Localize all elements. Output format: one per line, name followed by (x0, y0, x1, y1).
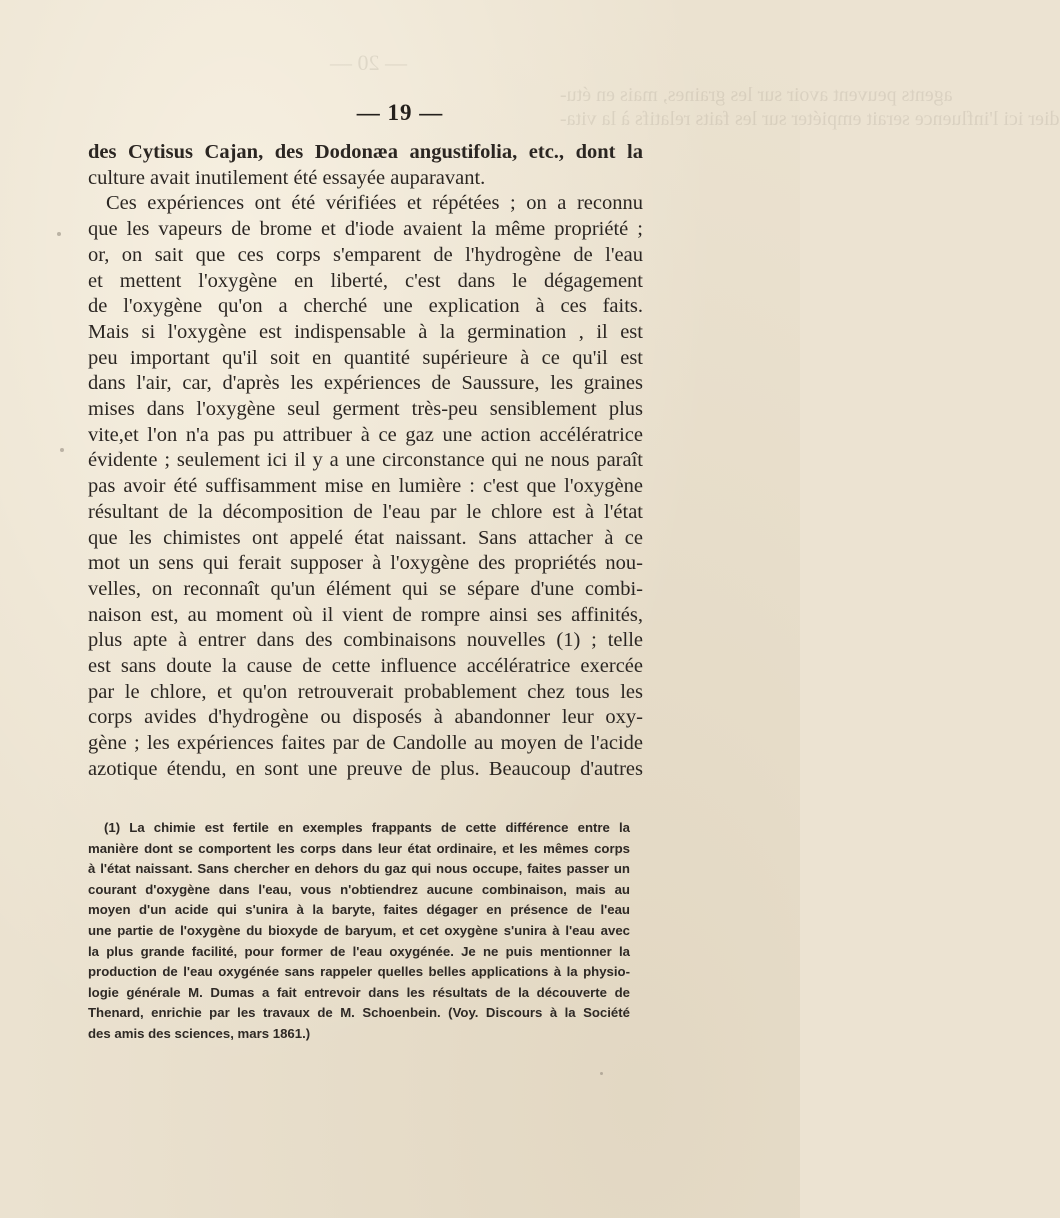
body-line: mises dans l'oxygène seul germent très-peu sensiblement plus (88, 398, 643, 421)
page-number: — 19 — (356, 100, 444, 125)
footnote (88, 818, 630, 1045)
footnote-line: moyen d'un acide qui s'unira à la baryte, faites dégager en présence de l'eau (88, 902, 630, 918)
footnote-line: production de l'eau oxygénée sans rappeler quelles belles applications à la physio- (88, 964, 630, 980)
body-line: plus apte à entrer dans des combinaisons nouvelles (1) ; telle (88, 629, 643, 652)
body-line: or, on sait que ces corps s'emparent de l'hydrogène de l'eau (88, 243, 643, 266)
body-line: de l'oxygène qu'on a cherché une explication à ces faits. (88, 295, 643, 318)
body-line: culture avait inutilement été essayée auparavant. (88, 166, 486, 189)
paper-speck (60, 448, 64, 452)
footnote-line: Thenard, enrichie par les travaux de M. Schoenbein. (Voy. Discours à la Société (88, 1005, 630, 1021)
footnote-line: manière dont se comportent les corps dans leur état ordinaire, et les mêmes corps (88, 840, 630, 856)
paper-speck (57, 232, 61, 236)
body-line: et mettent l'oxygène en liberté, c'est dans le dégagement (88, 269, 643, 292)
body-line: Ces expériences ont été vérifiées et répétées ; on a reconnu (106, 192, 643, 215)
body-line: mot un sens qui ferait supposer à l'oxygène des propriétés nou- (88, 552, 643, 575)
bleed-through-line-1: agents peuvent avoir sur les graines, mais en étu- (560, 84, 953, 106)
body-line: peu important qu'il soit en quantité supérieure à ce qu'il est (88, 346, 643, 369)
body-line: naison est, au moment où il vient de rompre ainsi ses affinités, (88, 603, 643, 626)
body-line: que les chimistes ont appelé état naissant. Sans attacher à ce (88, 526, 643, 549)
body-line: des Cytisus Cajan, des Dodonæa angustifolia, etc., dont la (88, 141, 643, 163)
footnote-line: la plus grande facilité, pour former de l'eau oxygénée. Je ne puis mentionner la (88, 943, 630, 959)
footnote-line: des amis des sciences, mars 1861.) (88, 1025, 311, 1041)
body-line: dans l'air, car, d'après les expériences de Saussure, les graines (88, 372, 643, 395)
footnote-line: courant d'oxygène dans l'eau, vous n'obtiendrez aucune combinaison, mais au (88, 881, 630, 897)
body-line: pas avoir été suffisamment mise en lumière : c'est que l'oxygène (88, 475, 643, 498)
body-line: azotique étendu, en sont une preuve de plus. Beaucoup d'autres (88, 757, 643, 780)
body-text (88, 140, 643, 783)
body-line: que les vapeurs de brome et d'iode avaient la même propriété ; (88, 218, 643, 241)
body-line: gène ; les expériences faites par de Candolle au moyen de l'acide (88, 732, 643, 755)
body-line: par le chlore, et qu'on retrouverait probablement chez tous les (88, 680, 643, 703)
body-line: est sans doute la cause de cette influence accélératrice exercée (88, 655, 643, 678)
footnote-line: (1) La chimie est fertile en exemples frappants de cette différence entre la (104, 820, 630, 835)
body-line: résultant de la décomposition de l'eau par le chlore est à l'état (88, 500, 643, 523)
bleed-through-line-2: dier ici l'influence serait empiéter sur les faits relatifs à la vita- (560, 108, 1060, 130)
footnote-line: une partie de l'oxygène du bioxyde de baryum, et cet oxygène s'unira à l'eau avec (88, 922, 630, 938)
body-line: évidente ; seulement ici il y a une circonstance qui ne nous paraît (88, 449, 643, 472)
paper-speck (600, 1072, 603, 1075)
body-line: Mais si l'oxygène est indispensable à la germination , il est (88, 320, 643, 343)
body-line: velles, on reconnaît qu'un élément qui se sépare d'une combi- (88, 577, 643, 600)
footnote-line: à l'état naissant. Sans chercher en dehors du gaz qui nous occupe, faites passer un (88, 861, 630, 877)
body-line: corps avides d'hydrogène ou disposés à abandonner leur oxy- (88, 706, 643, 729)
bleed-through-page-number: — 20 — (330, 50, 407, 75)
body-line: vite,et l'on n'a pas pu attribuer à ce gaz une action accélératrice (88, 423, 643, 446)
footnote-line: logie générale M. Dumas a fait entrevoir dans les résultats de la découverte de (88, 984, 630, 1000)
